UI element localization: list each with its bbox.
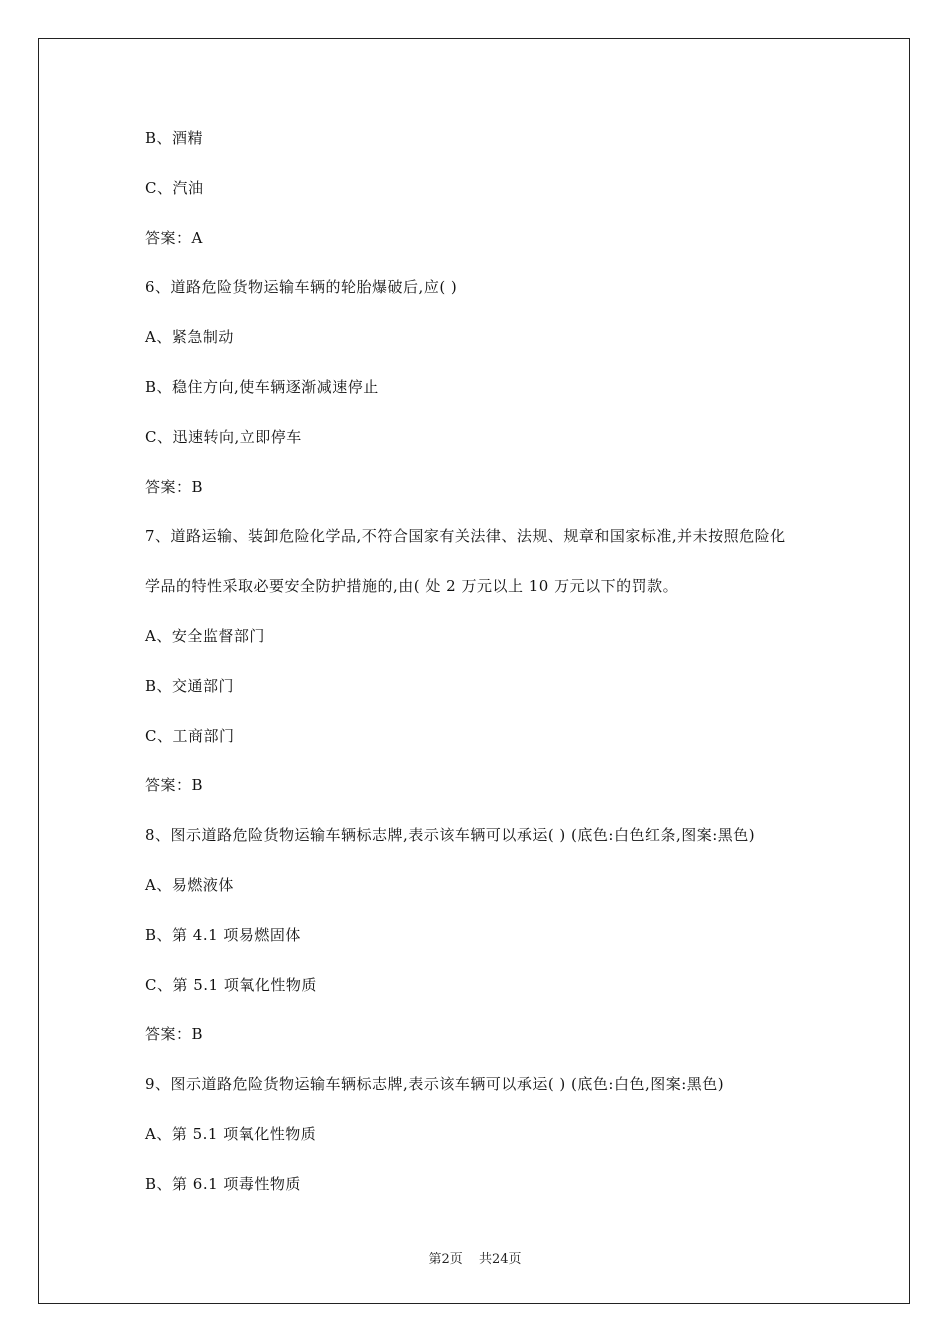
question-6: 6、道路危险货物运输车辆的轮胎爆破后,应( ) — [145, 278, 458, 297]
question-7: 7、道路运输、装卸危险化学品,不符合国家有关法律、法规、规章和国家标准,并未按照危险化 — [145, 527, 786, 546]
answer-line: 答案：A — [145, 228, 203, 247]
option-line: B、稳住方向,使车辆逐渐减速停止 — [145, 377, 379, 396]
question-8: 8、图示道路危险货物运输车辆标志牌,表示该车辆可以承运( ) (底色:白色红条,图案:黑色) — [145, 826, 756, 845]
page-number: 第2页 — [428, 1252, 463, 1267]
option-line: C、迅速转向,立即停车 — [145, 427, 302, 446]
option-line: A、紧急制动 — [145, 328, 234, 347]
option-line: B、交通部门 — [145, 676, 235, 695]
question-7-continued: 学品的特性采取必要安全防护措施的,由( 处 2 万元以上 10 万元以下的罚款。 — [145, 577, 679, 596]
answer-line: 答案：B — [145, 776, 204, 795]
option-line: C、汽油 — [145, 178, 204, 197]
option-line: B、第 6.1 项毒性物质 — [145, 1174, 301, 1193]
answer-line: 答案：B — [145, 1025, 204, 1044]
question-9: 9、图示道路危险货物运输车辆标志牌,表示该车辆可以承运( ) (底色:白色,图案:黑色) — [145, 1075, 725, 1094]
document-body — [145, 126, 825, 1222]
page-total: 共24页 — [478, 1252, 522, 1267]
option-line: B、酒精 — [145, 129, 204, 147]
option-line: B、第 4.1 项易燃固体 — [145, 925, 301, 944]
page-footer — [0, 1248, 950, 1267]
option-line: A、易燃液体 — [145, 875, 234, 894]
option-line: C、第 5.1 项氧化性物质 — [145, 975, 317, 994]
option-line: A、第 5.1 项氧化性物质 — [145, 1124, 317, 1143]
option-line: C、工商部门 — [145, 726, 235, 745]
option-line: A、安全监督部门 — [145, 626, 265, 645]
answer-line: 答案：B — [145, 477, 204, 496]
